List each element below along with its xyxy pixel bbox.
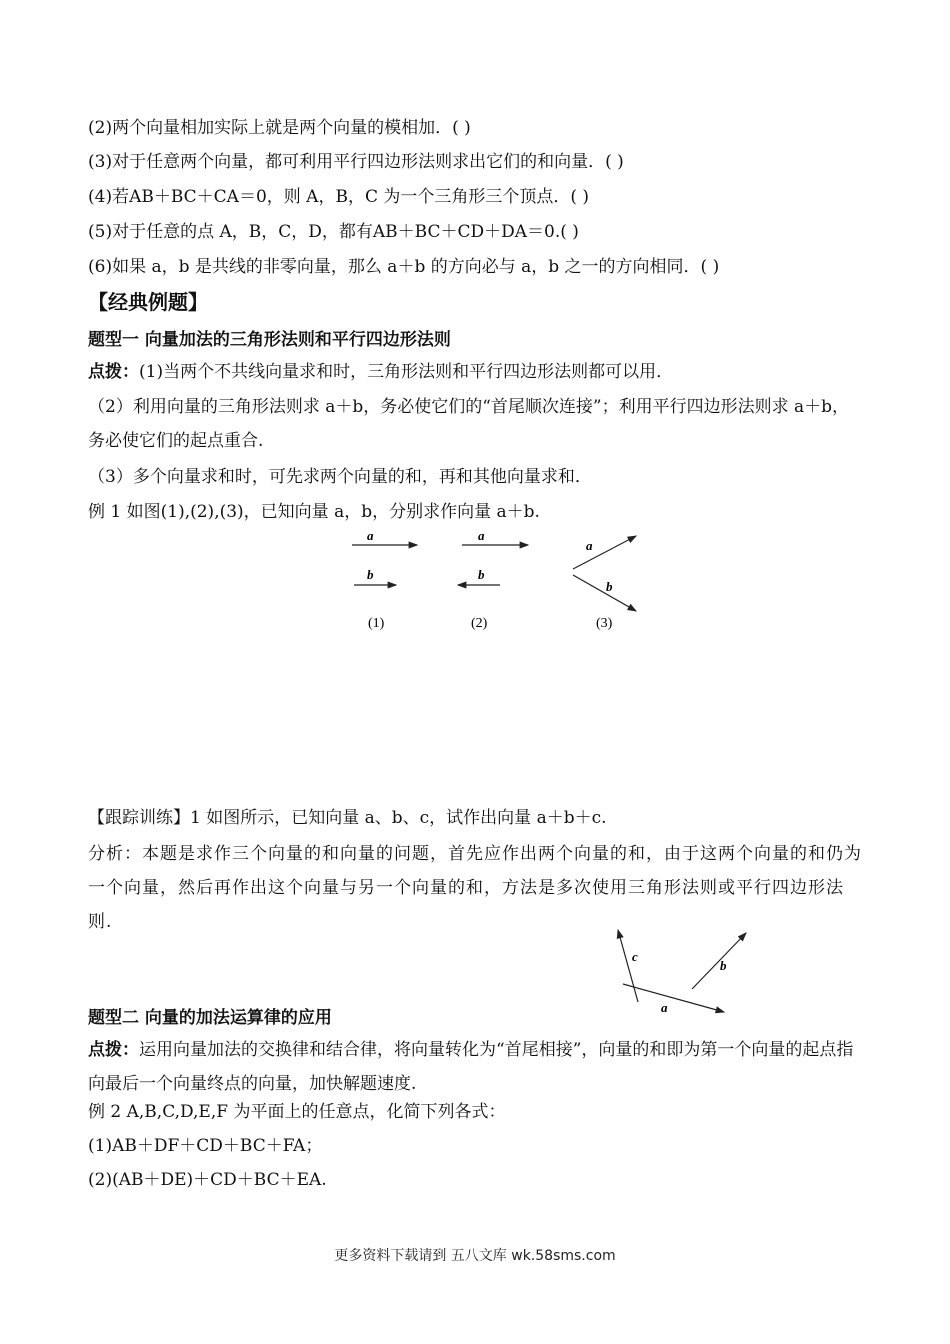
type2-heading: 题型二 向量的加法运算律的应用: [88, 1008, 332, 1028]
section-title: 【经典例题】: [88, 290, 208, 314]
exercise-line-2: (2)两个向量相加实际上就是两个向量的模相加．( ): [88, 118, 471, 138]
type1-tip-line-1: [88, 360, 673, 384]
type1-tip-2: （2）利用向量的三角形法则求 a＋b，务必使它们的“首尾顺次连接”；利用平行四边形法则求 a＋b，务必使它们的起点重合.: [88, 397, 850, 451]
example-2-q1: (1)AB＋DF＋CD＋BC＋FA；: [88, 1136, 323, 1156]
figure-1-vectors: [0, 525, 950, 635]
example-1: 例 1 如图(1),(2),(3)，已知向量 a，b，分别求作向量 a＋b.: [88, 502, 540, 522]
practice-analysis: 分析：本题是求作三个向量的和向量的问题，首先应作出两个向量的和，由于这两个向量的和仍为一个向量，然后再作出这个向量与另一个向量的和，方法是多次使用三角形法则或平行四边形法则.: [88, 844, 862, 932]
tip-label-2: 点拨：: [88, 1040, 139, 1060]
exercise-line-3: (3)对于任意两个向量，都可利用平行四边形法则求出它们的和向量．( ): [88, 152, 624, 172]
example-2-q2: (2)(AB＋DE)＋CD＋BC＋EA.: [88, 1170, 327, 1190]
fig3-caption-3: (3): [596, 616, 613, 631]
tip-text-1: (1)当两个不共线向量求和时，三角形法则和平行四边形法则都可以用．: [139, 362, 674, 382]
tip-text-2: 运用向量加法的交换律和结合律，将向量转化为“首尾相接”，向量的和即为第一个向量的起点指向最后一个向量终点的向量，加快解题速度.: [88, 1040, 854, 1094]
fig2-label-a: a: [478, 528, 485, 543]
fig4-label-a: a: [661, 1000, 668, 1015]
type1-tip-3: （3）多个向量求和时，可先求两个向量的和，再和其他向量求和．: [88, 467, 592, 487]
tip-label: 点拨：: [88, 362, 139, 382]
fig1-caption-1: (1): [368, 616, 385, 631]
fig2-caption-2: (2): [471, 616, 488, 631]
fig1-label-a: a: [367, 528, 374, 543]
fig1-label-b: b: [367, 567, 374, 582]
fig4-label-b: b: [720, 958, 727, 973]
footer: 更多资料下载请到 五八文库 wk.58sms.com: [334, 1248, 616, 1264]
type1-heading: 题型一 向量加法的三角形法则和平行四边形法则: [88, 330, 451, 350]
exercise-line-6: (6)如果 a，b 是共线的非零向量，那么 a＋b 的方向必与 a，b 之一的方向相同．( ): [88, 257, 720, 277]
exercise-line-5: (5)对于任意的点 A，B，C，D，都有AB＋BC＋CD＋DA＝0.( ): [88, 222, 579, 242]
exercise-line-4: (4)若AB＋BC＋CA＝0，则 A，B，C 为一个三角形三个顶点．( ): [88, 187, 590, 207]
practice-title: 【跟踪训练】1 如图所示，已知向量 a、b、c，试作出向量 a＋b＋c.: [88, 808, 607, 828]
fig4-label-c: c: [632, 949, 638, 964]
example-2: 例 2 A,B,C,D,E,F 为平面上的任意点，化简下列各式：: [88, 1102, 506, 1122]
fig3-label-a: a: [586, 538, 593, 553]
fig3-label-b: b: [606, 579, 613, 594]
fig2-label-b: b: [478, 567, 485, 582]
type2-tip: [88, 1033, 863, 1101]
